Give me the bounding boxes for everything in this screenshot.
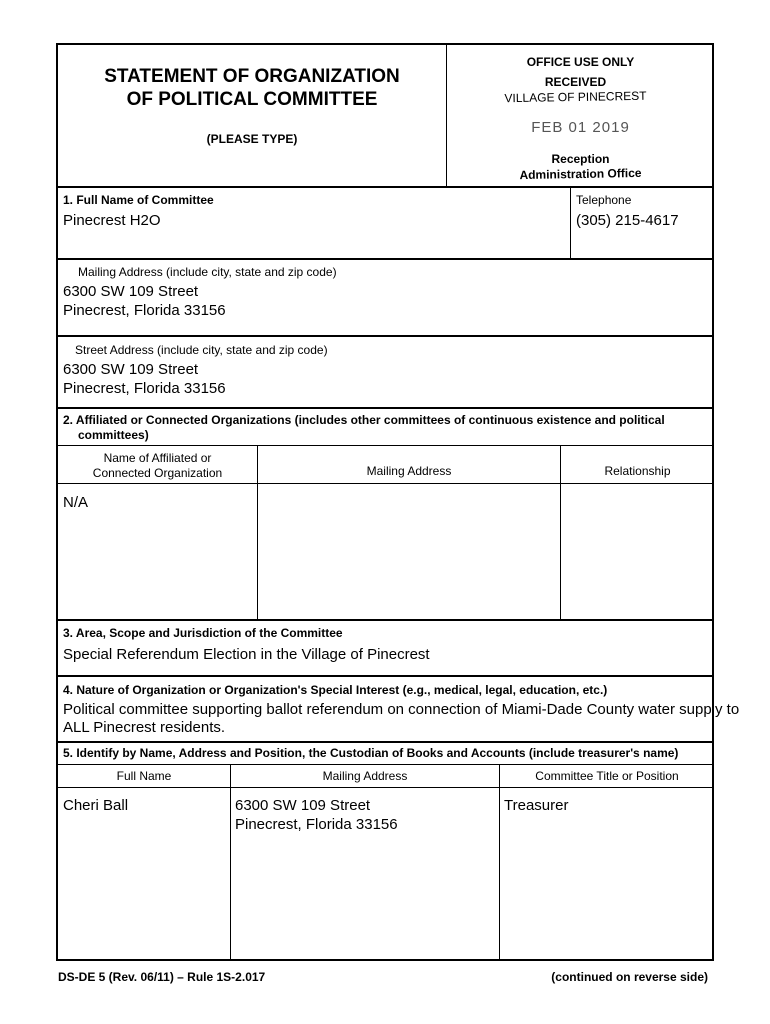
statement-form	[56, 43, 740, 961]
street-address-line1: 6300 SW 109 Street	[63, 361, 199, 378]
stamp-date: FEB 01 2019	[531, 119, 630, 136]
telephone-label: Telephone	[576, 193, 632, 207]
stamp-reception: Reception	[551, 152, 610, 166]
affiliated-row-name: N/A	[63, 494, 89, 511]
form-title-line1: STATEMENT OF ORGANIZATION	[104, 66, 400, 87]
stamp-village: VILLAGE OF PINECREST	[504, 88, 647, 106]
jurisdiction-value: Special Referendum Election in the Village of Pinecrest	[63, 646, 430, 663]
mailing-address-line2: Pinecrest, Florida 33156	[63, 302, 226, 319]
committee-name-value: Pinecrest H2O	[63, 212, 161, 229]
jurisdiction-label: 3. Area, Scope and Jurisdiction of the Committee	[63, 626, 343, 640]
custodian-row-address-line2: Pinecrest, Florida 33156	[235, 816, 398, 833]
custodian-row-name: Cheri Ball	[63, 797, 129, 814]
affiliated-col-name-line2: Connected Organization	[92, 466, 223, 480]
street-address-line2: Pinecrest, Florida 33156	[63, 380, 226, 397]
stamp-received: RECEIVED	[544, 75, 607, 89]
custodian-col-name: Full Name	[116, 769, 172, 783]
nature-label: 4. Nature of Organization or Organization's Special Interest (e.g., medical, legal, education, etc.)	[63, 683, 608, 697]
custodian-col-address: Mailing Address	[322, 769, 408, 783]
affiliated-col-address: Mailing Address	[366, 464, 452, 478]
nature-value-line1: Political committee supporting ballot referendum on connection of Miami-Dade County water supply to	[63, 701, 740, 718]
form-id-footer: DS-DE 5 (Rev. 06/11) – Rule 1S-2.017	[58, 970, 266, 984]
office-use-label: OFFICE USE ONLY	[526, 55, 635, 69]
street-address-label: Street Address (include city, state and zip code)	[75, 343, 328, 357]
custodian-col-title: Committee Title or Position	[535, 769, 679, 783]
mailing-address-label: Mailing Address (include city, state and zip code)	[78, 265, 337, 279]
continued-note: (continued on reverse side)	[551, 970, 708, 984]
custodian-label: 5. Identify by Name, Address and Position, the Custodian of Books and Accounts (include treasurer's name)	[63, 746, 679, 760]
custodian-row-title: Treasurer	[504, 797, 569, 814]
committee-name-label: 1. Full Name of Committee	[63, 193, 214, 207]
please-type-note: (PLEASE TYPE)	[206, 132, 298, 146]
affiliated-col-name-line1: Name of Affiliated or	[103, 451, 212, 465]
stamp-admin-office: Administration Office	[519, 165, 642, 183]
mailing-address-line1: 6300 SW 109 Street	[63, 283, 199, 300]
form-title-line2: OF POLITICAL COMMITTEE	[126, 89, 378, 110]
custodian-row-address-line1: 6300 SW 109 Street	[235, 797, 371, 814]
nature-value-line2: ALL Pinecrest residents.	[63, 719, 226, 736]
telephone-value: (305) 215-4617	[576, 212, 679, 229]
affiliated-col-relationship: Relationship	[604, 464, 671, 478]
affiliated-orgs-label-line1: 2. Affiliated or Connected Organizations (includes other committees of continuous existence and political	[63, 413, 665, 427]
affiliated-orgs-label-line2: committees)	[78, 428, 149, 442]
